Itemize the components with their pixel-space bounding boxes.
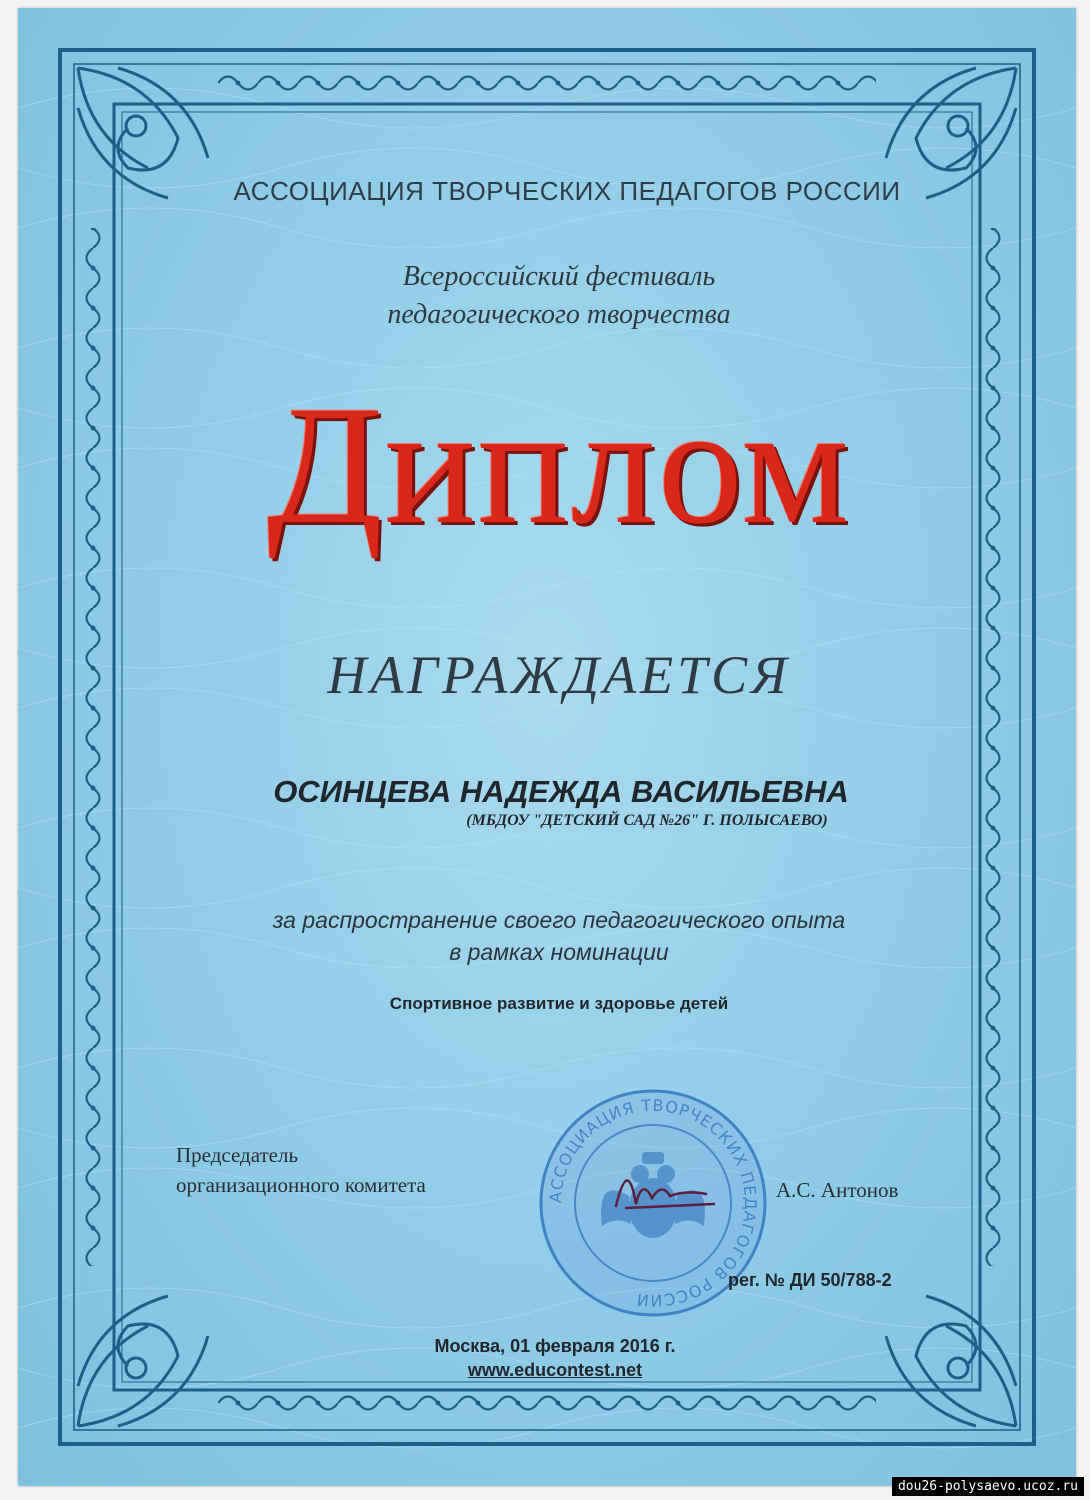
seal-text: АССОЦИАЦИЯ ТВОРЧЕСКИХ ПЕДАГОГОВ РОССИИ: [545, 1095, 761, 1311]
nomination-title: Спортивное развитие и здоровье детей: [389, 994, 729, 1013]
festival-title: [30, 258, 1076, 334]
chair-line-1: Председатель: [176, 1143, 299, 1167]
festival-line-1: Всероссийский фестиваль: [402, 261, 716, 292]
reason-line-2: в рамках номинации: [449, 939, 669, 965]
festival-line-2: педагогического творчества: [387, 299, 731, 330]
place-and-date: Москва, 01 февраля 2016 г.: [434, 1336, 676, 1356]
awarded-heading: НАГРАЖДАЕТСЯ: [327, 645, 791, 705]
association-name: АССОЦИАЦИЯ ТВОРЧЕСКИХ ПЕДАГОГОВ РОССИИ: [233, 176, 901, 206]
diploma-title: Диплом: [266, 371, 852, 559]
registration-number: рег. № ДИ 50/788-2: [728, 1270, 892, 1290]
recipient-name: ОСИНЦЕВА НАДЕЖДА ВАСИЛЬЕВНА: [273, 774, 849, 809]
award-reason: [30, 904, 1076, 968]
website-link[interactable]: www.educontest.net: [467, 1360, 643, 1380]
source-watermark: dou26-polysaevo.ucoz.ru: [892, 1477, 1084, 1496]
reason-line-1: за распространение своего педагогического опыта: [272, 907, 846, 933]
diploma-sheet: [18, 8, 1076, 1486]
chair-line-2: организационного комитета: [176, 1173, 426, 1197]
signer-name: А.С. Антонов: [776, 1178, 899, 1202]
recipient-organization: (МБДОУ "ДЕТСКИЙ САД №26" Г. ПОЛЫСАЕВО): [466, 812, 828, 829]
chairman-title: [176, 1140, 426, 1200]
